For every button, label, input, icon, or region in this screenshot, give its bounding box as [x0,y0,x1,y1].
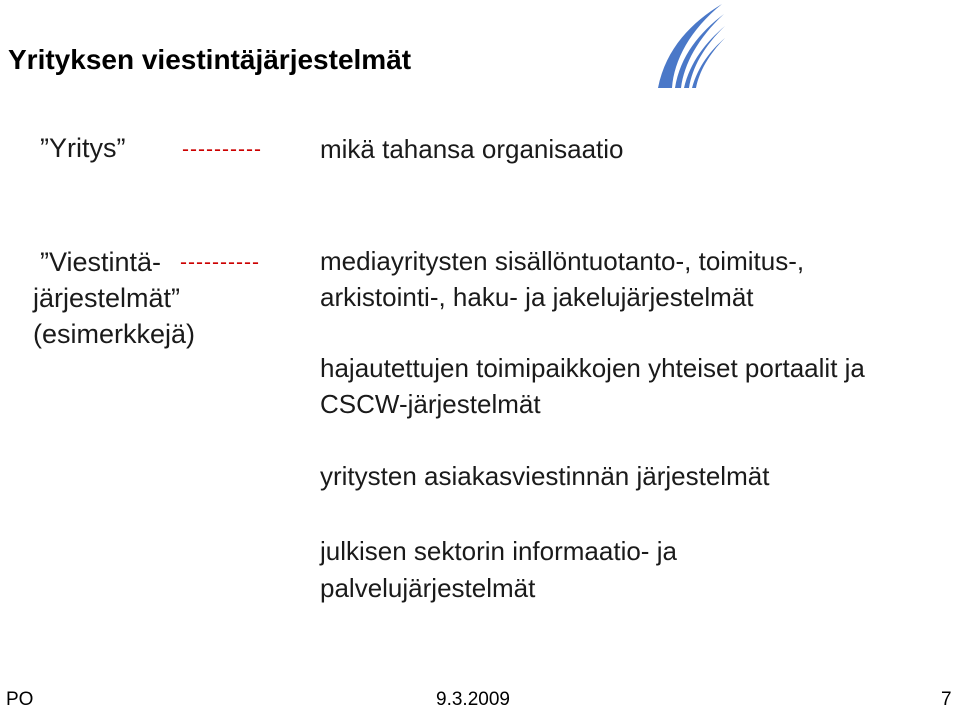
description-line: yritysten asiakasviestinnän järjestelmät [320,461,770,491]
footer-page-number: 7 [941,689,952,710]
term-line: (esimerkkejä) [33,319,196,349]
dash-separator: ---------- [180,251,260,274]
description-line: palvelujärjestelmät [320,573,536,603]
description-line: CSCW-järjestelmät [320,389,541,419]
description-line: hajautettujen toimipaikkojen yhteiset portaalit ja [320,353,865,383]
ribbed-arch-logo-icon [648,0,728,94]
description-line: mediayritysten sisällöntuotanto-, toimitus-, [320,246,805,276]
description-line: arkistointi-, haku- ja jakelujärjestelmät [320,282,754,312]
description-line: julkisen sektorin informaatio- ja [320,536,677,566]
term-line: järjestelmät” [33,283,181,313]
dash-separator: ---------- [182,138,262,161]
term-line: ”Viestintä- [40,247,162,277]
footer-date: 9.3.2009 [436,689,510,710]
term-yritys: ”Yritys” [40,133,126,163]
description-line: mikä tahansa organisaatio [320,134,624,164]
footer-author: PO [6,689,34,710]
slide-title: Yrityksen viestintäjärjestelmät [8,44,412,75]
